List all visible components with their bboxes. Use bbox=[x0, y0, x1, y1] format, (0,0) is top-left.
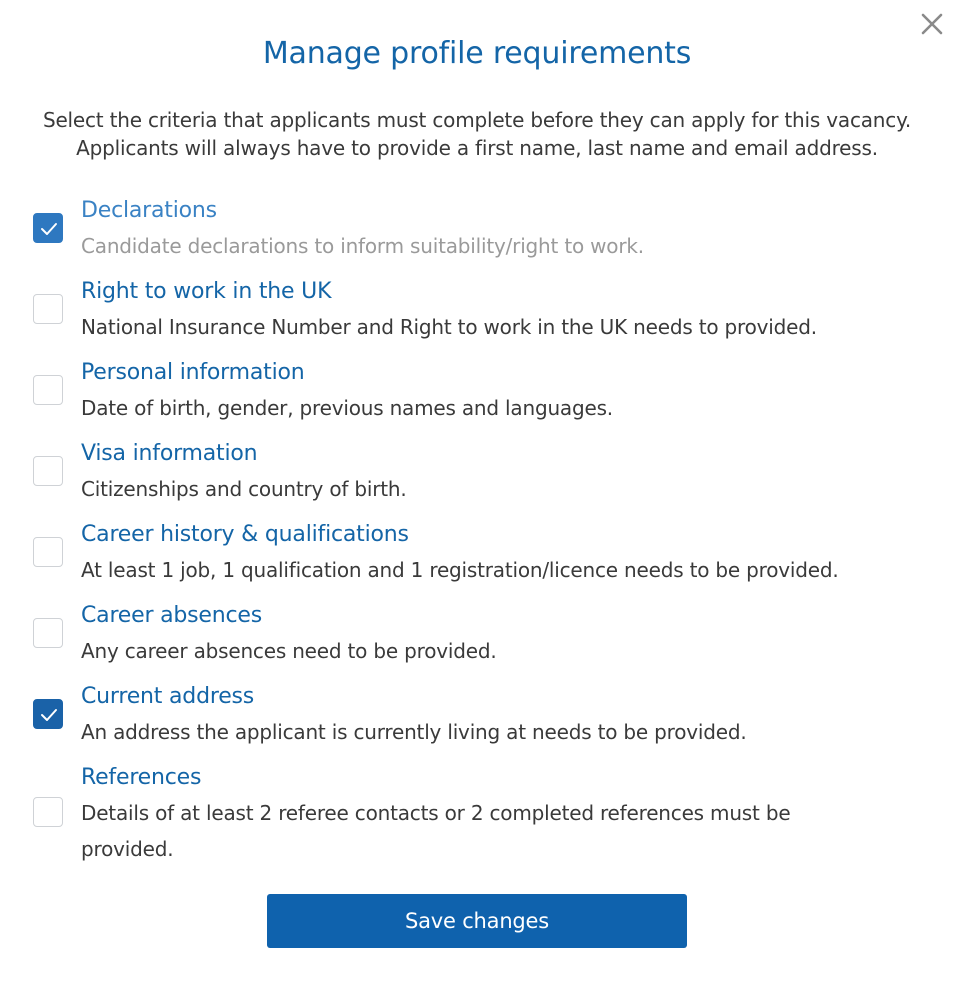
requirement-right-to-work bbox=[33, 277, 913, 347]
requirement-career-absences bbox=[33, 601, 913, 671]
requirement-visa-information bbox=[33, 439, 913, 509]
intro-text-line-1: Select the criteria that applicants must complete before they can apply for this vacancy. bbox=[42, 108, 912, 132]
references-checkbox[interactable] bbox=[33, 797, 63, 827]
references-label: References bbox=[81, 765, 202, 790]
personal-information-checkbox[interactable] bbox=[33, 375, 63, 405]
visa-information-checkbox[interactable] bbox=[33, 456, 63, 486]
career-history-label: Career history & qualifications bbox=[81, 522, 409, 547]
requirement-references bbox=[33, 763, 913, 873]
career-history-checkbox[interactable] bbox=[33, 537, 63, 567]
visa-information-label: Visa information bbox=[81, 441, 258, 466]
checkmark-icon bbox=[40, 221, 58, 237]
close-icon bbox=[918, 10, 946, 38]
requirement-declarations bbox=[33, 196, 913, 266]
intro-text-line-2: Applicants will always have to provide a first name, last name and email address. bbox=[76, 136, 878, 160]
right-to-work-checkbox[interactable] bbox=[33, 294, 63, 324]
current-address-label: Current address bbox=[81, 684, 255, 709]
references-description: Details of at least 2 referee contacts or 2 completed references must be provided. bbox=[81, 801, 791, 861]
declarations-description: Candidate declarations to inform suitability/right to work. bbox=[81, 234, 644, 258]
career-absences-checkbox[interactable] bbox=[33, 618, 63, 648]
close-button[interactable] bbox=[918, 10, 946, 38]
right-to-work-label: Right to work in the UK bbox=[81, 279, 332, 304]
save-changes-button[interactable]: Save changes bbox=[267, 894, 687, 948]
modal-title: Manage profile requirements bbox=[262, 36, 692, 71]
career-history-description: At least 1 job, 1 qualification and 1 registration/licence needs to be provided. bbox=[81, 558, 839, 582]
current-address-description: An address the applicant is currently living at needs to be provided. bbox=[81, 720, 747, 744]
right-to-work-description: National Insurance Number and Right to work in the UK needs to provided. bbox=[81, 315, 817, 339]
requirement-current-address bbox=[33, 682, 913, 752]
current-address-checkbox[interactable] bbox=[33, 699, 63, 729]
declarations-checkbox[interactable] bbox=[33, 213, 63, 243]
requirement-career-history bbox=[33, 520, 913, 590]
personal-information-label: Personal information bbox=[81, 360, 305, 385]
requirement-personal-information bbox=[33, 358, 913, 428]
personal-information-description: Date of birth, gender, previous names and languages. bbox=[81, 396, 613, 420]
checkmark-icon bbox=[40, 707, 58, 723]
career-absences-label: Career absences bbox=[81, 603, 262, 628]
career-absences-description: Any career absences need to be provided. bbox=[81, 639, 497, 663]
declarations-label: Declarations bbox=[81, 198, 217, 223]
visa-information-description: Citizenships and country of birth. bbox=[81, 477, 407, 501]
